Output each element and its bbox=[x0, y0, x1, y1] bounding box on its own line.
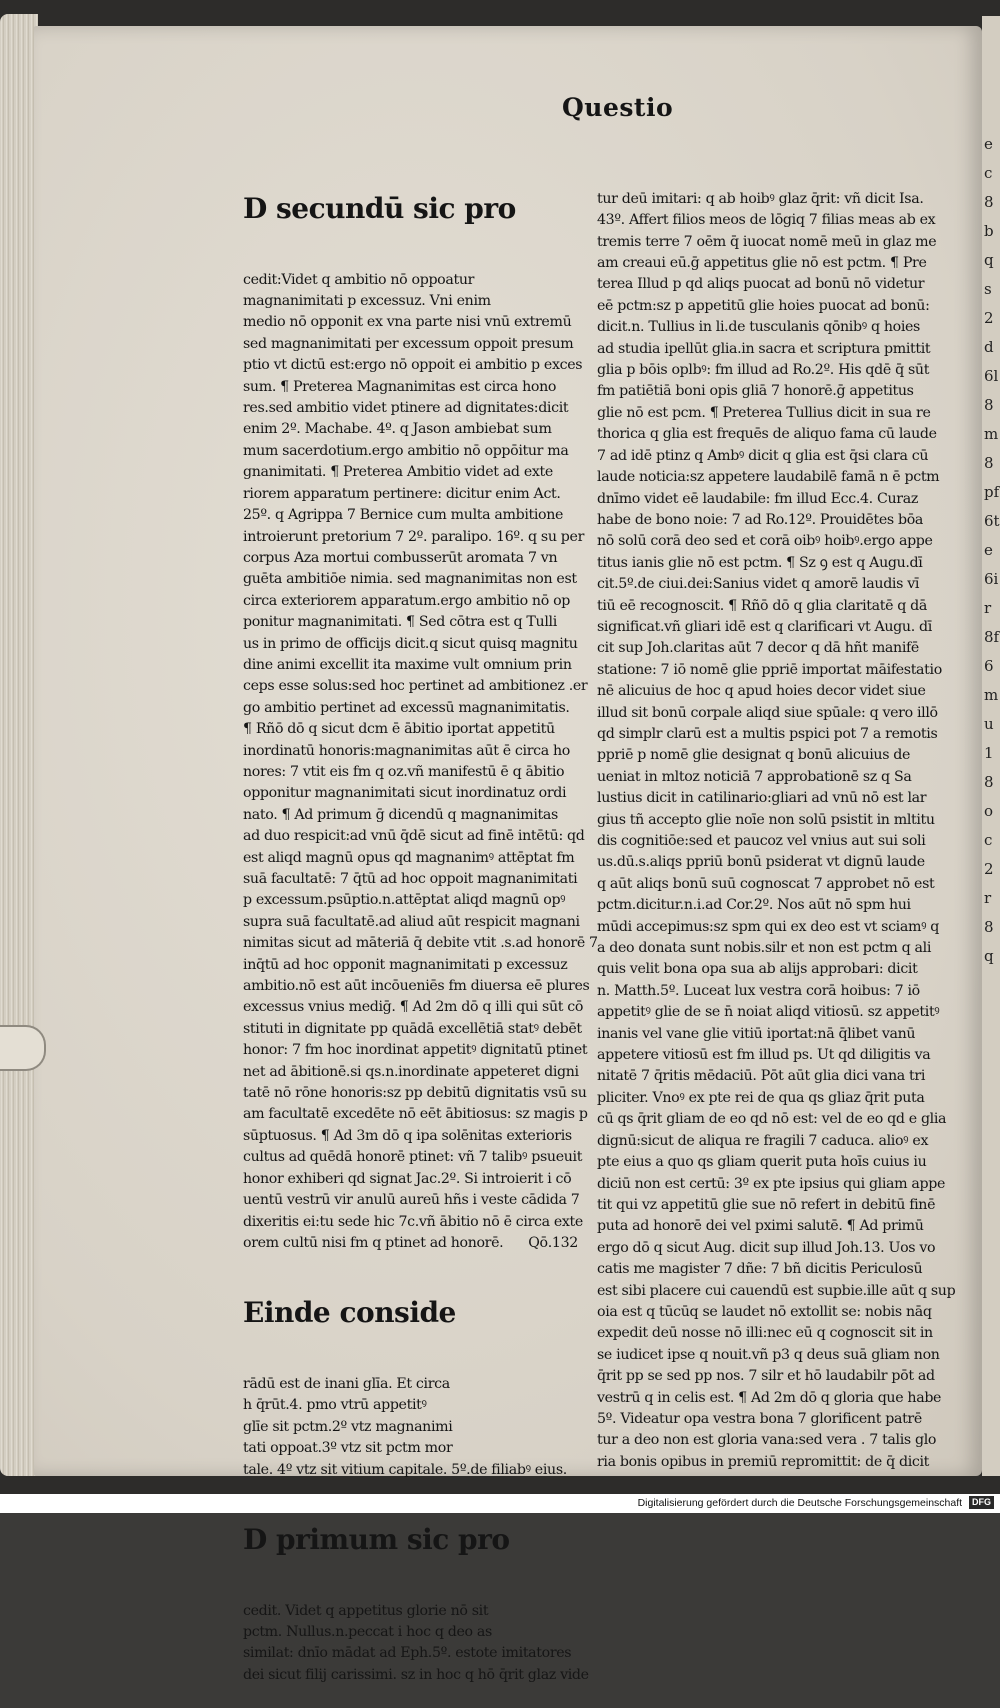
text-line: glia p bōis oplbꝰ: fm illud ad Ro.2º. His qdē q̄ sūt bbox=[597, 362, 930, 379]
text-line: lustius dicit in catilinario:gliari ad vnū nō est lar bbox=[597, 790, 927, 807]
text-line: p excessum.psūptio.n.attēptat aliqd magnū opꝰ bbox=[243, 892, 566, 909]
text-line: magnanimitati p excessuz. Vni enim bbox=[243, 293, 491, 310]
text-line: cū qs q̄rit gliam de eo qd nō est: vel de eo qd e glia bbox=[597, 1111, 947, 1128]
text-line: res.sed ambitio videt ptinere ad dignitates:dicit bbox=[243, 400, 569, 417]
text-line: diciū non est certū: 3º ex pte ipsius qui gliam appe bbox=[597, 1175, 946, 1192]
text-line: guēta ambitiōe nimia. sed magnanimitas non est bbox=[243, 571, 577, 588]
text-line: us.dū.s.aliqs ppriū bonū psiderat vt dignū laude bbox=[597, 854, 925, 871]
text-line: nō solū corā deo sed et corā oibꝰ hoibꝰ.ergo appe bbox=[597, 533, 933, 550]
text-line: expedit deū nosse nō illi:nec eū q cognoscit sit in bbox=[597, 1325, 933, 1342]
facing-page-letters: ec8bqs2d6l8m8pf6te6ir8f6mu18oc2r8q bbox=[984, 135, 1000, 965]
text-line: cultus ad quēdā honorē ptinet: vñ 7 talibꝰ psueuit bbox=[243, 1149, 583, 1166]
text-line: dixeritis ei:tu sede hic 7c.vñ ābitio nō ē circa exte bbox=[243, 1213, 583, 1230]
right-lines bbox=[597, 189, 956, 1473]
text-line: sed magnanimitati per excessum oppoit presum bbox=[243, 335, 574, 352]
text-line: ad duo respicit:ad vnū q̄dē sicut ad finē intētū: qd bbox=[243, 828, 585, 845]
text-line: laude noticia:sz appetere laudabilē famā n ē pctm bbox=[597, 469, 940, 486]
text-line: significat.vñ gliari idē est q clarificari vt Augu. dī bbox=[597, 618, 932, 635]
text-line: cedit. Videt q appetitus glorie nō sit bbox=[243, 1602, 489, 1619]
text-line: nato. ¶ Ad primum ḡ dicendū q magnanimitas bbox=[243, 806, 558, 823]
text-line: puta ad honorē dei vel pximi salutē. ¶ Ad primū bbox=[597, 1218, 924, 1235]
text-line: mum sacerdotium.ergo ambitio nō oppōitur ma bbox=[243, 442, 569, 459]
text-line: gius tñ accepto glie noīe non solū psistit in mltitu bbox=[597, 811, 935, 828]
text-line: cedit:Videt q ambitio nō oppoatur bbox=[243, 271, 475, 288]
text-line: habe de bono noie: 7 ad Ro.12º. Prouidētes bōa bbox=[597, 511, 923, 528]
text-line: dis cognitiōe:sed et paucoz vel vnius aut sui soli bbox=[597, 833, 926, 849]
footer-text: Digitalisierung gefördert durch die Deutsche Forschungsgemeinschaft bbox=[637, 1497, 963, 1509]
text-line: dei sicut filij carissimi. sz in hoc q hō q̄rit glaz vide bbox=[243, 1666, 589, 1683]
text-line: us in primo de officijs dicit.q sicut quisq magnitu bbox=[243, 635, 578, 652]
left-lines-3 bbox=[243, 1601, 589, 1687]
text-line: se iudicet ipse q nouit.vñ p3 q deus suā gliam non bbox=[597, 1346, 940, 1363]
text-line: dignū:sicut de aliqua re fragili 7 caduca. alioꝰ ex bbox=[597, 1132, 929, 1149]
text-line: ceps esse solus:sed hoc pertinet ad ambitionez .er bbox=[243, 678, 588, 695]
text-line: terea Illud p qd aliqs puocat ad bonū nō videtur bbox=[597, 276, 925, 293]
text-line: tati oppoat.3º vtz sit pctm mor bbox=[243, 1440, 453, 1457]
text-line: tremis terre 7 oēm q̄ iuocat nomē meū in glaz me bbox=[597, 233, 937, 250]
text-line: go ambitio pertinet ad excessū magnanimitatis. bbox=[243, 699, 570, 716]
text-line: ptio vt dictū est:ergo nō oppoit ei ambitio p exces bbox=[243, 357, 583, 374]
text-line: 5º. Videatur opa vestra bona 7 glorificent patrē bbox=[597, 1410, 922, 1427]
text-line: thorica q glia est frequēs de aliquo fama cū laude bbox=[597, 426, 937, 443]
text-line: ergo dō q sicut Aug. dicit sup illud Joh.13. Uos vo bbox=[597, 1239, 936, 1256]
text-line: rādū est de inani glīa. Et circa bbox=[243, 1375, 450, 1392]
text-line: 7 ad idē ptinz q Ambꝰ dicit q glia est q̄si clara cū bbox=[597, 447, 929, 464]
text-line: titus ianis glie nō est pctm. ¶ Sz ꝯ est q Augu.dī bbox=[597, 554, 923, 571]
text-line: enim 2º. Machabe. 4º. q Jason ambiebat sum bbox=[243, 421, 552, 438]
text-line: fm patiētiā boni opis gliā 7 honorē.ḡ appetitus bbox=[597, 383, 914, 400]
text-line: supra suā facultatē.ad aliud aūt respicit magnani bbox=[243, 913, 580, 930]
left-lines-1 bbox=[243, 270, 598, 1255]
text-line: introierunt pretorium 7 2º. paralipo. 16º. q su per bbox=[243, 528, 585, 545]
book-clasp bbox=[0, 1025, 46, 1071]
text-line: honor exhiberi qd signat Jac.2º. Si introierit i cō bbox=[243, 1170, 572, 1187]
left-heading-1: D secundū sic pro bbox=[243, 191, 516, 225]
text-line: sum. ¶ Preterea Magnanimitas est circa hono bbox=[243, 378, 557, 395]
text-line: mūdi accepimus:sz spm qui ex deo est vt sciamꝰ q bbox=[597, 918, 940, 935]
text-line: am facultatē excedēte nō eēt ābitiosus: sz magis p bbox=[243, 1106, 588, 1123]
text-line: tiū eē recognoscit. ¶ Rñō dō q glia claritatē q dā bbox=[597, 597, 928, 614]
text-line: orem cultū nisi fm q ptinet ad honorē. Qō.132 bbox=[243, 1234, 578, 1251]
text-line: nimitas sicut ad māteriā q̄ debite vtit .s.ad honorē 7 bbox=[243, 935, 598, 952]
text-line: nores: 7 vtit eis fm q oz.vñ manifestū ē q ābitio bbox=[243, 763, 565, 780]
text-line: ¶ Rñō dō q sicut dcm ē ābitio iportat appetitū bbox=[243, 721, 555, 738]
text-line: 43º. Affert filios meos de lōgiq 7 filias meas ab ex bbox=[597, 212, 936, 229]
text-line: n. Matth.5º. Luceat lux vestra corā hoibus: 7 iō bbox=[597, 982, 920, 999]
text-line: vestrū q in celis est. ¶ Ad 2m dō q gloria que habe bbox=[597, 1389, 942, 1406]
text-line: q aūt aliqs bonū suū cognoscat 7 approbet nō est bbox=[597, 875, 935, 892]
running-head: Questio bbox=[562, 93, 674, 122]
right-column bbox=[597, 146, 956, 1495]
text-line: tatē nō rōne honoris:sz pp debitū dignitatis vsū su bbox=[243, 1085, 587, 1102]
text-line: cit.5º.de ciui.dei:Sanius videt q amorē laudis vī bbox=[597, 576, 920, 593]
text-line: am creaui eū.ḡ appetitus glie nō est pctm. ¶ Pre bbox=[597, 255, 927, 272]
text-line: gnanimitati. ¶ Preterea Ambitio videt ad exte bbox=[243, 464, 553, 481]
text-line: similat: dnīo mādat ad Eph.5º. estote imitatores bbox=[243, 1645, 572, 1662]
dfg-logo: DFG bbox=[969, 1496, 994, 1509]
text-line: appetitꝰ glie de se n̄ noiat aliqd vitiosū. sz appetitꝰ bbox=[597, 1004, 940, 1021]
text-line: statione: 7 iō nomē glie ppriē importat māifestatio bbox=[597, 661, 942, 678]
text-line: ad studia ipellūt glia.in sacra et scriptura pmittit bbox=[597, 340, 931, 357]
text-line: ueniat in mltoz noticiā 7 approbationē sz q Sa bbox=[597, 768, 912, 785]
text-line: pctm. Nullus.n.peccat i hoc q deo as bbox=[243, 1624, 492, 1640]
text-line: est sibi placere cui cauendū est supbie.ille aūt q sup bbox=[597, 1282, 956, 1299]
text-line: catis me magister 7 dñe: 7 bñ dicitis Periculosū bbox=[597, 1261, 923, 1278]
text-line: excessus vnius mediḡ. ¶ Ad 2m dō q illi qui sūt cō bbox=[243, 999, 584, 1016]
text-line: q̄rit pp se sed pp nos. 7 silr et hō laudabilr pōt ad bbox=[597, 1368, 935, 1385]
text-line: est aliqd magnū opus qd magnanimꝰ attēptat fm bbox=[243, 849, 575, 866]
text-line: inanis vel vane glie vitiū iportat:nā q̄libet vanū bbox=[597, 1025, 916, 1042]
text-line: inordinatū honoris:magnanimitas aūt ē circa ho bbox=[243, 742, 570, 759]
text-line: inq̄tū ad hoc opponit magnanimitati p excessuz bbox=[243, 956, 568, 973]
text-line: opponitur magnanimitati sicut inordinatuz ordi bbox=[243, 785, 567, 802]
text-line: quis velit bona opa sua ab alijs approbari: dicit bbox=[597, 961, 918, 978]
text-line: nitatē 7 q̄ritis mēdaciū. Pōt aūt glia dici vana tri bbox=[597, 1068, 926, 1085]
text-line: illud sit bonū corpale aliqd siue spūale: q vero illō bbox=[597, 704, 938, 721]
text-line: pte eius a quo qs gliam querit puta hoīs cuius iu bbox=[597, 1154, 927, 1171]
text-line: pliciter. Vnoꝰ ex pte rei de qua qs gliaz q̄rit puta bbox=[597, 1089, 925, 1106]
text-line: a deo donata sunt nobis.silr et non est pctm q ali bbox=[597, 940, 932, 957]
text-line: h q̄rūt.4. pmo vtrū appetitꝰ bbox=[243, 1397, 427, 1414]
text-line: stituti in dignitate pp quādā excellētiā statꝰ debēt bbox=[243, 1020, 582, 1037]
text-line: dine animi excellit ita maxime vult omnium prin bbox=[243, 656, 572, 673]
text-line: cit sup Joh.claritas aūt 7 decor q dā hñt manifē bbox=[597, 640, 919, 657]
text-line: ria bonis opibus in premiū repromittit: de q̄ dicit bbox=[597, 1453, 930, 1470]
footer-bar bbox=[0, 1494, 1000, 1513]
text-line: dnīmo videt eē laudabile: fm illud Ecc.4. Curaz bbox=[597, 490, 918, 507]
text-line: tale. 4º vtz sit vitium capitale. 5º.de filiabꝰ eius. bbox=[243, 1461, 567, 1478]
text-line: eē pctm:sz p appetitū glie hoies puocat ad bonū: bbox=[597, 297, 930, 314]
text-line: appetere vitiosū est fm illud ps. Ut qd diligitis va bbox=[597, 1047, 931, 1064]
left-heading-3: D primum sic pro bbox=[243, 1522, 510, 1556]
text-line: honor: 7 fm hoc inordinat appetitꝰ dignitatū ptinet bbox=[243, 1042, 588, 1059]
text-line: ponitur magnanimitati. ¶ Sed cōtra est q Tulli bbox=[243, 614, 557, 631]
left-lines-2 bbox=[243, 1374, 583, 1481]
text-line: glīe sit pctm.2º vtz magnanimi bbox=[243, 1418, 453, 1435]
text-line: glie nō est pcm. ¶ Preterea Tullius dicit in sua re bbox=[597, 404, 931, 421]
text-line: net ad ābitionē.si qs.n.inordinate appeteret digni bbox=[243, 1063, 579, 1080]
page-edges bbox=[0, 14, 38, 1476]
text-line: uentū vestrū vir anulū aureū hñs i veste cādida 7 bbox=[243, 1192, 580, 1209]
left-column bbox=[243, 150, 598, 1708]
left-heading-2: Einde conside bbox=[243, 1296, 456, 1330]
text-line: sūptuosus. ¶ Ad 3m dō q ipa solēnitas exterioris bbox=[243, 1127, 572, 1144]
text-line: tit qui vz appetitū glie sue nō refert in debitū finē bbox=[597, 1196, 936, 1213]
text-line: ambitio.nō est aūt incōueniēs fm diuersa eē plures bbox=[243, 978, 590, 995]
text-line: nē alicuius de hoc q apud hoies decor videt siue bbox=[597, 683, 926, 700]
text-line: circa exteriorem apparatum.ergo ambitio nō op bbox=[243, 592, 570, 609]
text-line: riorem apparatum pertinere: dicitur enim Act. bbox=[243, 485, 561, 502]
text-line: suā facultatē: 7 q̄tū ad hoc oppoit magnanimitati bbox=[243, 871, 578, 887]
text-line: corpus Aza mortui combusserūt aromata 7 vn bbox=[243, 549, 558, 566]
text-line: tur a deo non est gloria vana:sed vera . 7 talis glo bbox=[597, 1432, 937, 1449]
text-line: dicit.n. Tullius in li.de tusculanis qōnibꝰ q hoies bbox=[597, 319, 920, 336]
text-line: medio nō opponit ex vna parte nisi vnū extremū bbox=[243, 314, 572, 331]
text-line: pctm.dicitur.n.i.ad Cor.2º. Nos aūt nō spm hui bbox=[597, 897, 911, 914]
text-line: qd simplr clarū est a multis pspici pot 7 a remotis bbox=[597, 725, 938, 742]
text-line: 25º. q Agrippa 7 Bernice cum multa ambitione bbox=[243, 507, 564, 524]
text-line: ppriē p nomē glie designat q bonū alicuius de bbox=[597, 747, 911, 764]
text-line: oia est q tūcūq se laudet nō extollit se: nobis nāq bbox=[597, 1303, 932, 1320]
text-line: tur deū imitari: q ab hoibꝰ glaz q̄rit: vñ dicit Isa. bbox=[597, 190, 924, 207]
